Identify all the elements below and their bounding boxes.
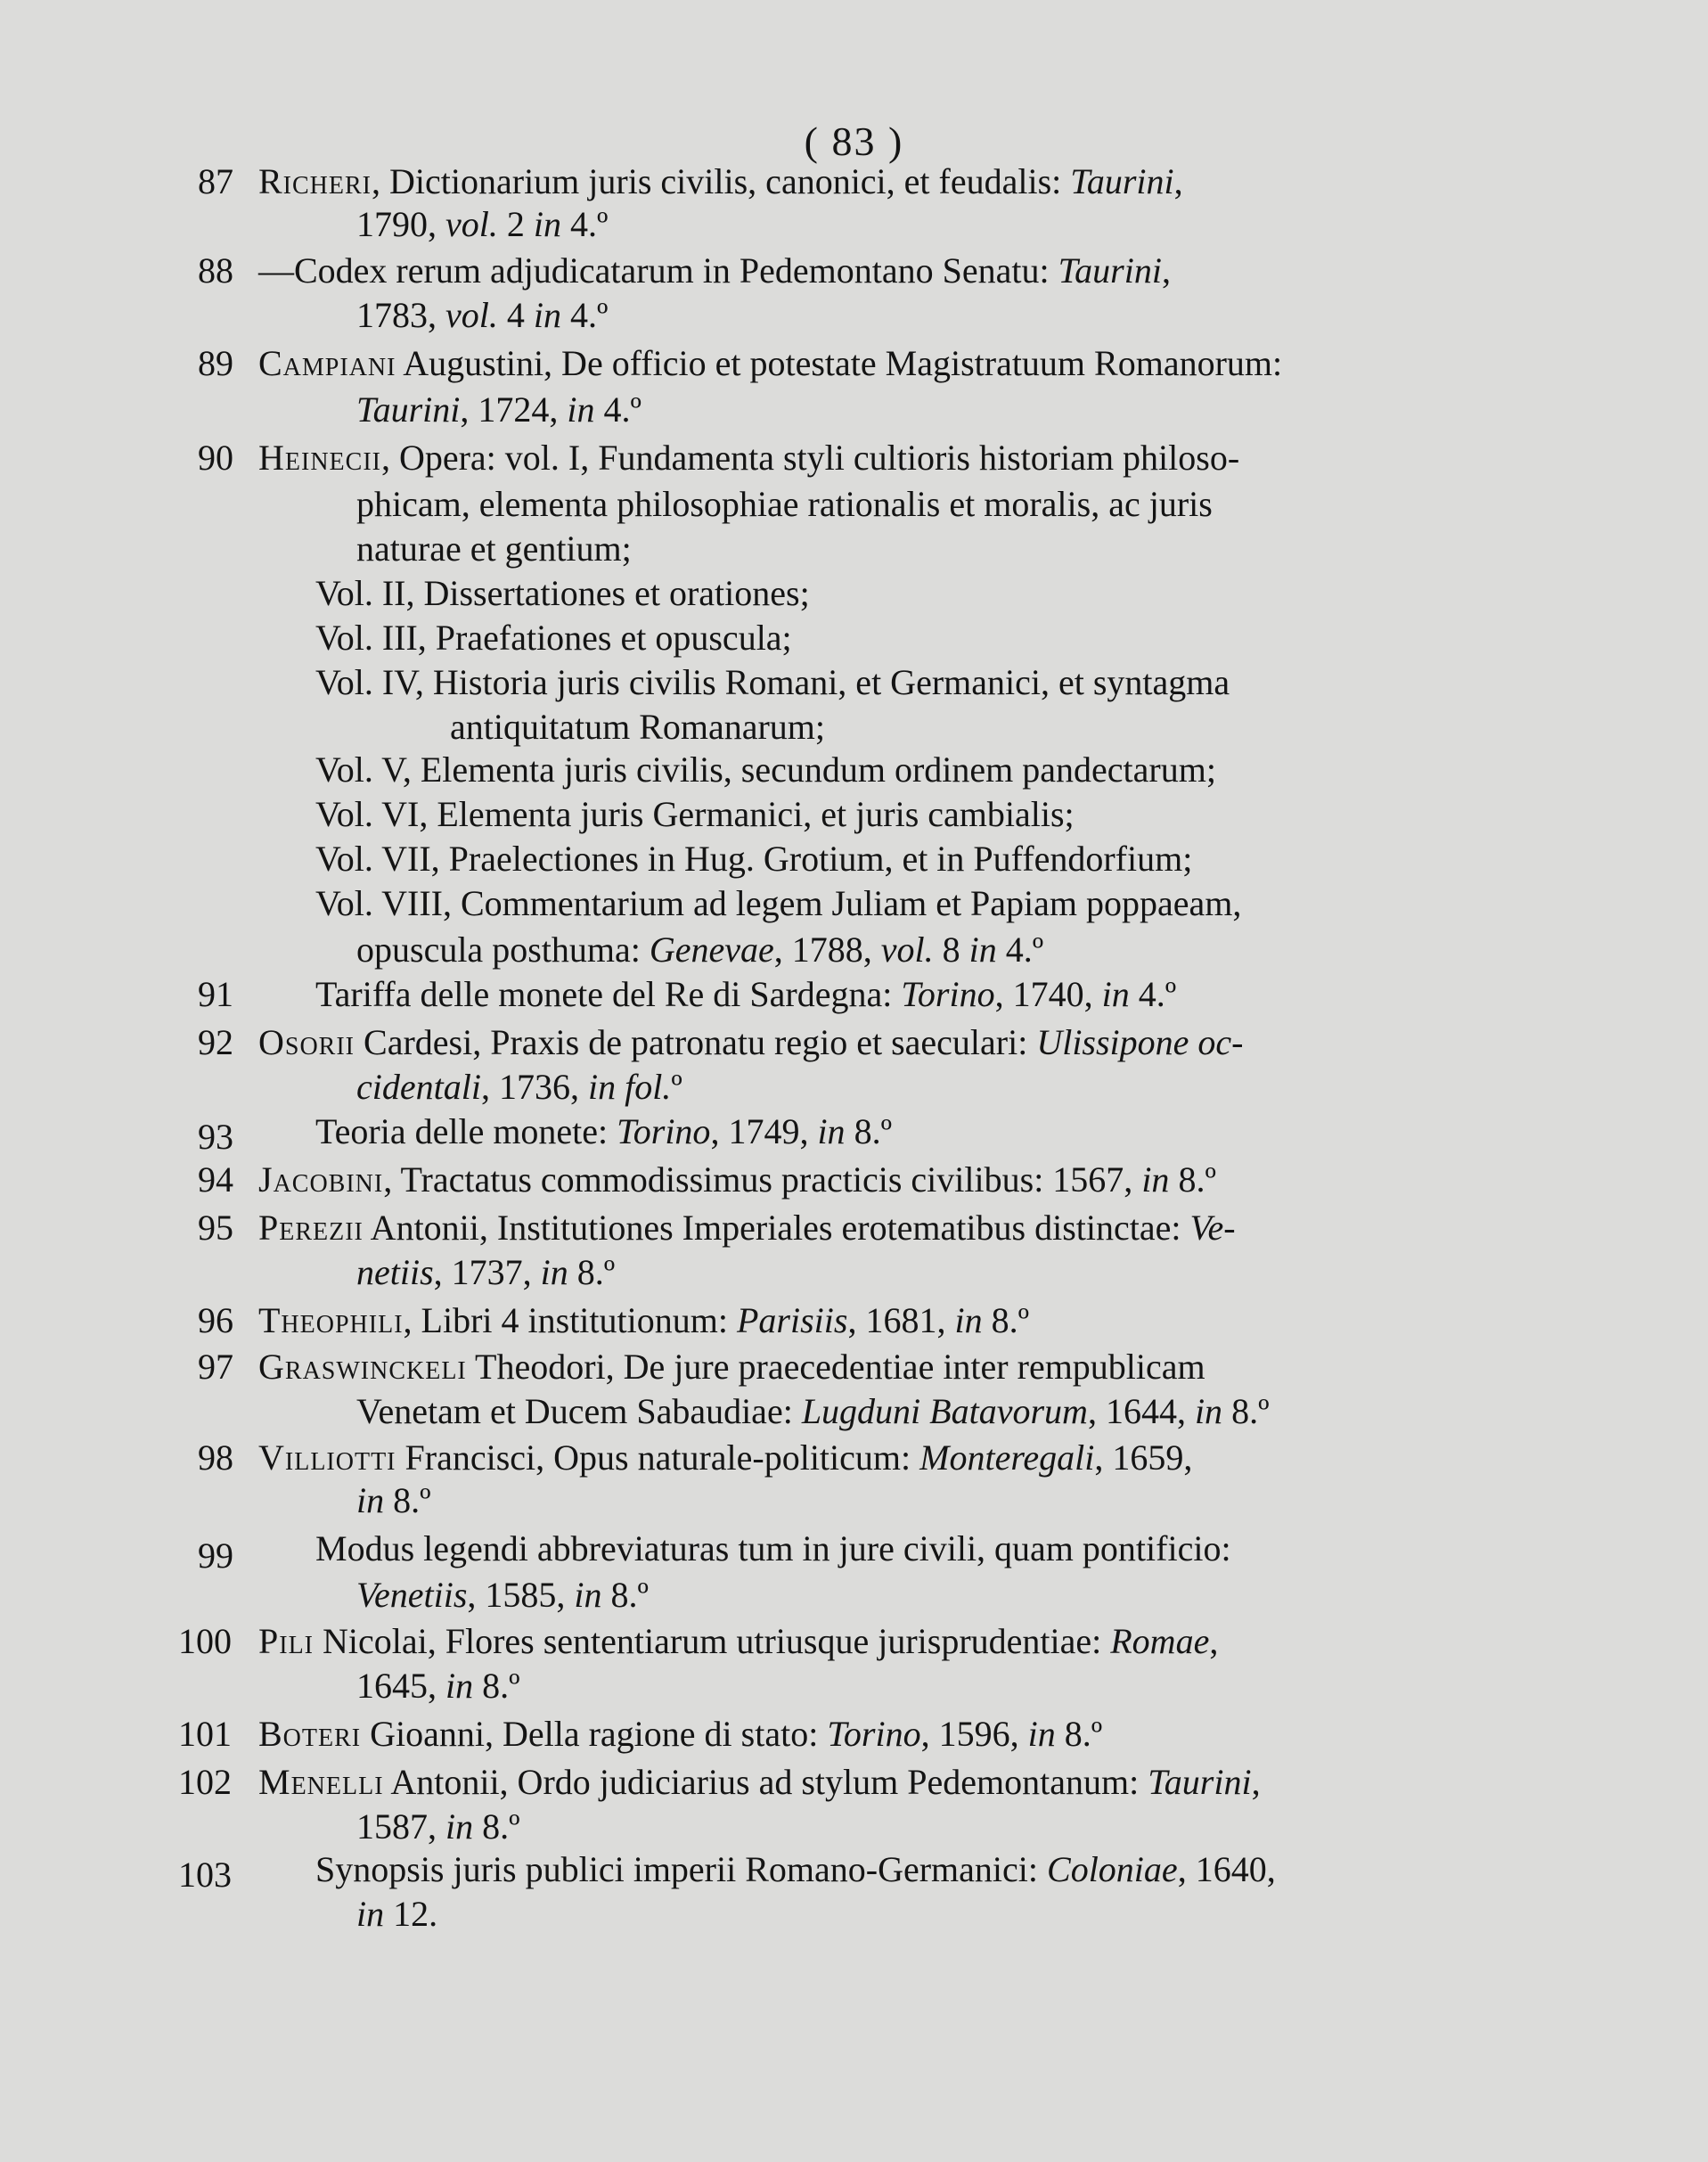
entry-line: Vol. VI, Elementa juris Germanici, et juris cambialis; [315,794,1075,834]
entry-line: cidentali, 1736, in fol.º [356,1067,682,1107]
entry-number: 99 [198,1536,233,1576]
entry-number: 97 [198,1347,233,1387]
entry-line: 1783, vol. 4 in 4.º [356,295,609,335]
entry-line: Modus legendi abbreviaturas tum in jure civili, quam pontificio: [315,1528,1231,1568]
entry-line: antiquitatum Romanarum; [450,707,826,747]
entry-line: Boteri Gioanni, Della ragione di stato: Torino, 1596, in 8.º [258,1714,1103,1754]
entry-line: Menelli Antonii, Ordo judiciarius ad stylum Pedemontanum: Taurini, [258,1762,1261,1802]
page-number: ( 83 ) [804,119,904,164]
entry-line: Vol. V, Elementa juris civilis, secundum ordinem pandectarum; [315,749,1216,790]
entry-line: Teoria delle monete: Torino, 1749, in 8.º [315,1111,892,1151]
entry-number: 90 [198,438,233,478]
entry-number: 98 [198,1437,233,1478]
entry-line: Venetiis, 1585, in 8.º [356,1575,649,1615]
entry-line: Villiotti Francisci, Opus naturale-politicum: Monteregali, 1659, [258,1437,1193,1478]
entry-line: Vol. VIII, Commentarium ad legem Juliam et Papiam poppaeam, [315,883,1242,923]
entry-line: Heinecii, Opera: vol. I, Fundamenta styli cultioris historiam philoso- [258,438,1240,478]
entry-line: 1645, in 8.º [356,1666,520,1706]
entry-line: Vol. IV, Historia juris civilis Romani, et Germanici, et syntagma [315,662,1230,702]
entry-number: 102 [178,1762,232,1802]
entry-line: Graswinckeli Theodori, De jure praecedentiae inter rempublicam [258,1347,1205,1387]
entry-line: phicam, elementa philosophiae rationalis et moralis, ac juris [356,484,1213,524]
entry-number: 93 [198,1117,233,1157]
entry-line: Venetam et Ducem Sabaudiae: Lugduni Batavorum, 1644, in 8.º [356,1391,1270,1431]
entry-number: 88 [198,250,233,291]
entry-line: Theophili, Libri 4 institutionum: Parisiis, 1681, in 8.º [258,1300,1029,1340]
entry-number: 87 [198,161,233,201]
entry-number: 103 [178,1855,232,1895]
entry-number: 100 [178,1621,232,1661]
entry-line: opuscula posthuma: Genevae, 1788, vol. 8 in 4.º [356,929,1044,970]
entry-number: 95 [198,1208,233,1248]
entry-line: netiis, 1737, in 8.º [356,1252,616,1292]
entry-line: in 12. [356,1894,438,1934]
entry-line: Synopsis juris publici imperii Romano-Germanici: Coloniae, 1640, [315,1849,1276,1889]
entry-line: naturae et gentium; [356,528,632,569]
entry-line: Pili Nicolai, Flores sententiarum utriusque jurisprudentiae: Romae, [258,1621,1219,1661]
entry-line: 1790, vol. 2 in 4.º [356,204,609,244]
entry-number: 101 [178,1714,232,1754]
entry-line: Taurini, 1724, in 4.º [356,389,642,430]
entry-number: 91 [198,974,233,1014]
entry-number: 94 [198,1159,233,1200]
entry-line: Vol. III, Praefationes et opuscula; [315,618,792,658]
entry-number: 96 [198,1300,233,1340]
entry-number: 92 [198,1022,233,1062]
entry-line: Jacobini, Tractatus commodissimus practicis civilibus: 1567, in 8.º [258,1159,1216,1200]
entry-line: in 8.º [356,1480,431,1520]
entry-line: Perezii Antonii, Institutiones Imperiales erotematibus distinctae: Ve- [258,1208,1236,1248]
entry-line: Richeri, Dictionarium juris civilis, canonici, et feudalis: Taurini, [258,161,1183,201]
entry-line: —Codex rerum adjudicatarum in Pedemontano Senatu: Taurini, [258,250,1171,291]
entry-line: 1587, in 8.º [356,1806,520,1847]
entry-line: Osorii Cardesi, Praxis de patronatu regio et saeculari: Ulissipone oc- [258,1022,1244,1062]
entry-line: Vol. II, Dissertationes et orationes; [315,573,810,613]
entry-line: Campiani Augustini, De officio et potestate Magistratuum Romanorum: [258,343,1283,383]
entry-number: 89 [198,343,233,383]
entry-line: Tariffa delle monete del Re di Sardegna: Torino, 1740, in 4.º [315,974,1177,1014]
entry-line: Vol. VII, Praelectiones in Hug. Grotium, et in Puffendorfium; [315,839,1193,879]
